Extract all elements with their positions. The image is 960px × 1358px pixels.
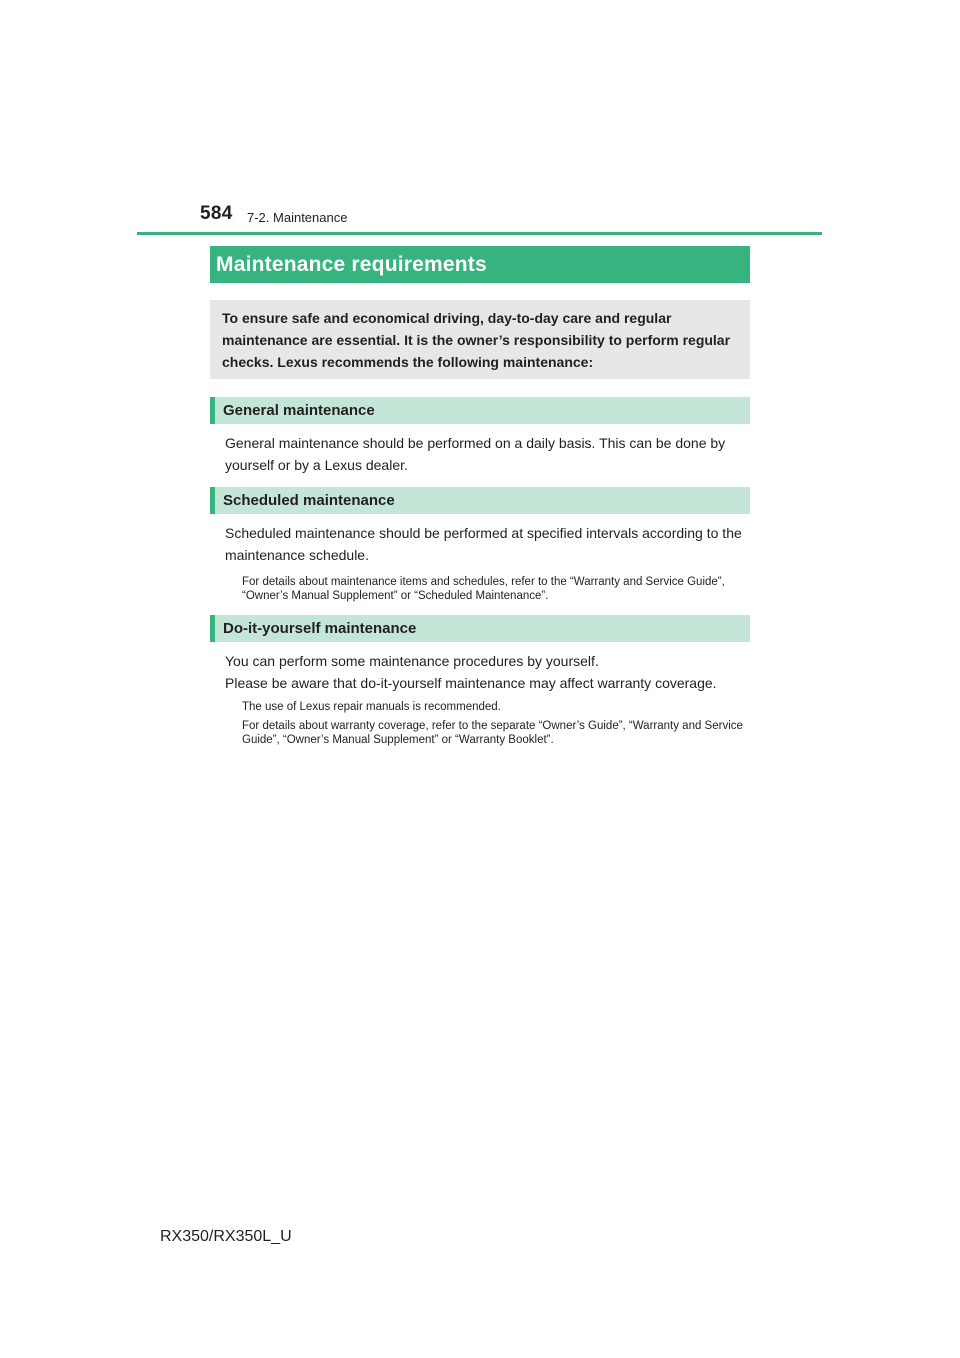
- general-maintenance-text: General maintenance should be performed on a daily basis. This can be done by yourself or by a Lexus dealer.: [225, 435, 726, 473]
- heading-accent: [210, 487, 215, 514]
- section-label: 7-2. Maintenance: [247, 210, 348, 225]
- diy-maintenance-text-2: Please be aware that do-it-yourself maintenance may affect warranty coverage.: [225, 675, 717, 691]
- diy-maintenance-note-2: For details about warranty coverage, refer to the separate “Owner’s Guide”, “Warranty and Service Guide”, “Owner’s Manual Supplement” or “Warranty Booklet”.: [242, 720, 743, 746]
- heading-accent: [210, 615, 215, 642]
- diy-maintenance-text-1: You can perform some maintenance procedures by yourself.: [225, 653, 599, 669]
- general-maintenance-heading: [210, 397, 750, 424]
- scheduled-maintenance-note: For details about maintenance items and schedules, refer to the “Warranty and Service Guide”, “Owner’s Manual Supplement” or “Scheduled Maintenance”.: [242, 576, 725, 602]
- intro-box: [210, 300, 750, 379]
- heading-label: Scheduled maintenance: [223, 492, 395, 509]
- heading-accent: [210, 397, 215, 424]
- footer-model: RX350/RX350L_U: [160, 1228, 292, 1245]
- page-title: Maintenance requirements: [210, 246, 750, 283]
- scheduled-maintenance-heading: [210, 487, 750, 514]
- scheduled-maintenance-text: Scheduled maintenance should be performed at specified intervals according to the maintenance schedule.: [225, 525, 742, 563]
- heading-label: Do-it-yourself maintenance: [223, 620, 417, 637]
- heading-label: General maintenance: [223, 402, 375, 419]
- diy-maintenance-note-1: The use of Lexus repair manuals is recommended.: [242, 701, 501, 713]
- page-number: 584: [200, 203, 233, 224]
- intro-text: To ensure safe and economical driving, day-to-day care and regular maintenance are essential. It is the owner’s responsibility to perform regular checks. Lexus recommends the following maintenance:: [222, 310, 731, 370]
- header-rule: [137, 232, 822, 235]
- diy-maintenance-heading: [210, 615, 750, 642]
